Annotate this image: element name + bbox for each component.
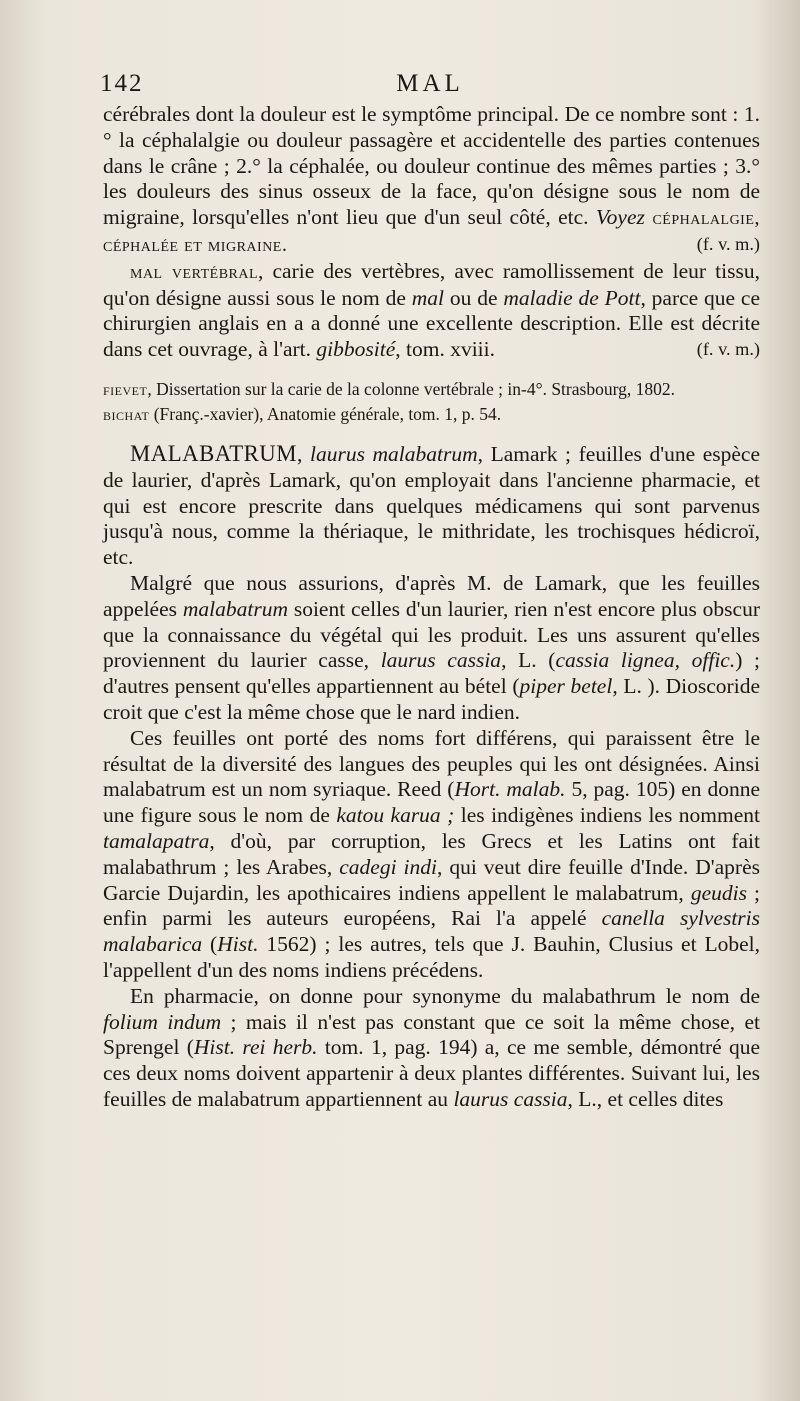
reference-item: fievet, Dissertation sur la carie de la colonne vertébrale ; in-4°. Strasbourg, 1802. bbox=[103, 378, 675, 399]
entry-headword: MALABATRUM bbox=[130, 440, 298, 466]
paragraph: Malgré que nous assurions, d'après M. de Lamark, que les feuilles appelées malabatrum soient celles d'un laurier, rien n'est encore plus obscur que la connaissance du végétal qui les produit. Les uns assurent qu'elles proviennent du laurier casse, laurus cassia, L. (cassia lignea, offic.) ; d'autres pensent qu'elles appartiennent au bétel (piper betel, L. ). Dioscoride croit que c'est la même chose que le nard indien. bbox=[103, 570, 761, 724]
author-signature: (f. v. m.) bbox=[696, 339, 760, 360]
page-body bbox=[103, 102, 760, 1113]
entry-mal-vertebral: mal vertébral, carie des vertèbres, avec ramollissement de leur tissu, qu'on désigne aussi sous le nom de mal ou de maladie de Pott, parce que ce chirurgien anglais en a a donné une excellente description. Elle est décrite dans cet ouvrage, à l'art. gibbosité, tom. xviii. (f. v. m.) bbox=[103, 258, 761, 362]
author-signature: (f. v. m.) bbox=[696, 233, 760, 254]
bibliography bbox=[103, 377, 760, 427]
page-number: 142 bbox=[100, 70, 144, 97]
paragraph: Ces feuilles ont porté des noms fort différens, qui paraissent être le résultat de la diversité des langues des peuples qui les ont désignées. Ainsi malabatrum est un nom syriaque. Reed (Hort. malab. 5, pag. 105) en donne une figure sous le nom de katou karua ; les indigènes indiens les nomment tamalapatra, d'où, par corruption, les Grecs et les Latins ont fait malabathrum ; les Arabes, cadegi indi, qui veut dire feuille d'Inde. D'après Garcie Dujardin, les apothicaires indiens appellent le malabatrum, geudis ; enfin parmi les auteurs européens, Rai l'a appelé canella sylvestris malabarica (Hist. 1562) ; les autres, tels que J. Bauhin, Clusius et Lobel, l'appellent d'un des noms indiens précédens. bbox=[103, 725, 760, 982]
paragraph: En pharmacie, on donne pour synonyme du malabathrum le nom de folium indum ; mais il n'est pas constant que ce soit la même chose, et Sprengel (Hist. rei herb. tom. 1, pag. 194) a, ce me semble, démontré que ces deux noms doivent appartenir à deux plantes différentes. Suivant lui, les feuilles de malabatrum appartiennent au laurus cassia, L., et celles dites bbox=[103, 983, 760, 1111]
section-gap bbox=[103, 427, 760, 441]
entry-malabatrum: MALABATRUM, laurus malabatrum, Lamark ; feuilles d'une espèce de laurier, d'après Lamark, qu'on employait dans l'ancienne pharmacie, et qui est encore prescrite dans quelques médicamens qui sont parvenus jusqu'à nous, comme la thériaque, le mithridate, les trochisques hédicroï, etc. bbox=[103, 440, 761, 570]
cross-references: céphalalgie, céphalée et migraine. bbox=[103, 207, 760, 256]
reference-item: bichat (Franç.-xavier), Anatomie générale, tom. 1, p. 54. bbox=[103, 403, 502, 424]
running-head: MAL bbox=[396, 70, 464, 97]
paragraph-cerebrales: cérébrales dont la douleur est le symptôme principal. De ce nombre sont : 1.° la céphalalgie ou douleur passagère et accidentelle des parties contenues dans le crâne ; 2.° la céphalée, ou douleur continue des mêmes parties ; 3.° les douleurs des sinus osseux de la face, qu'on désigne sous le nom de migraine, lorsqu'elles n'ont lieu que d'un seul côté, etc. Voyez céphalalgie, céphalée et migraine. (f. v. m.) bbox=[103, 102, 760, 256]
entry-term: mal vertébral bbox=[130, 260, 259, 283]
page-header bbox=[100, 70, 760, 100]
